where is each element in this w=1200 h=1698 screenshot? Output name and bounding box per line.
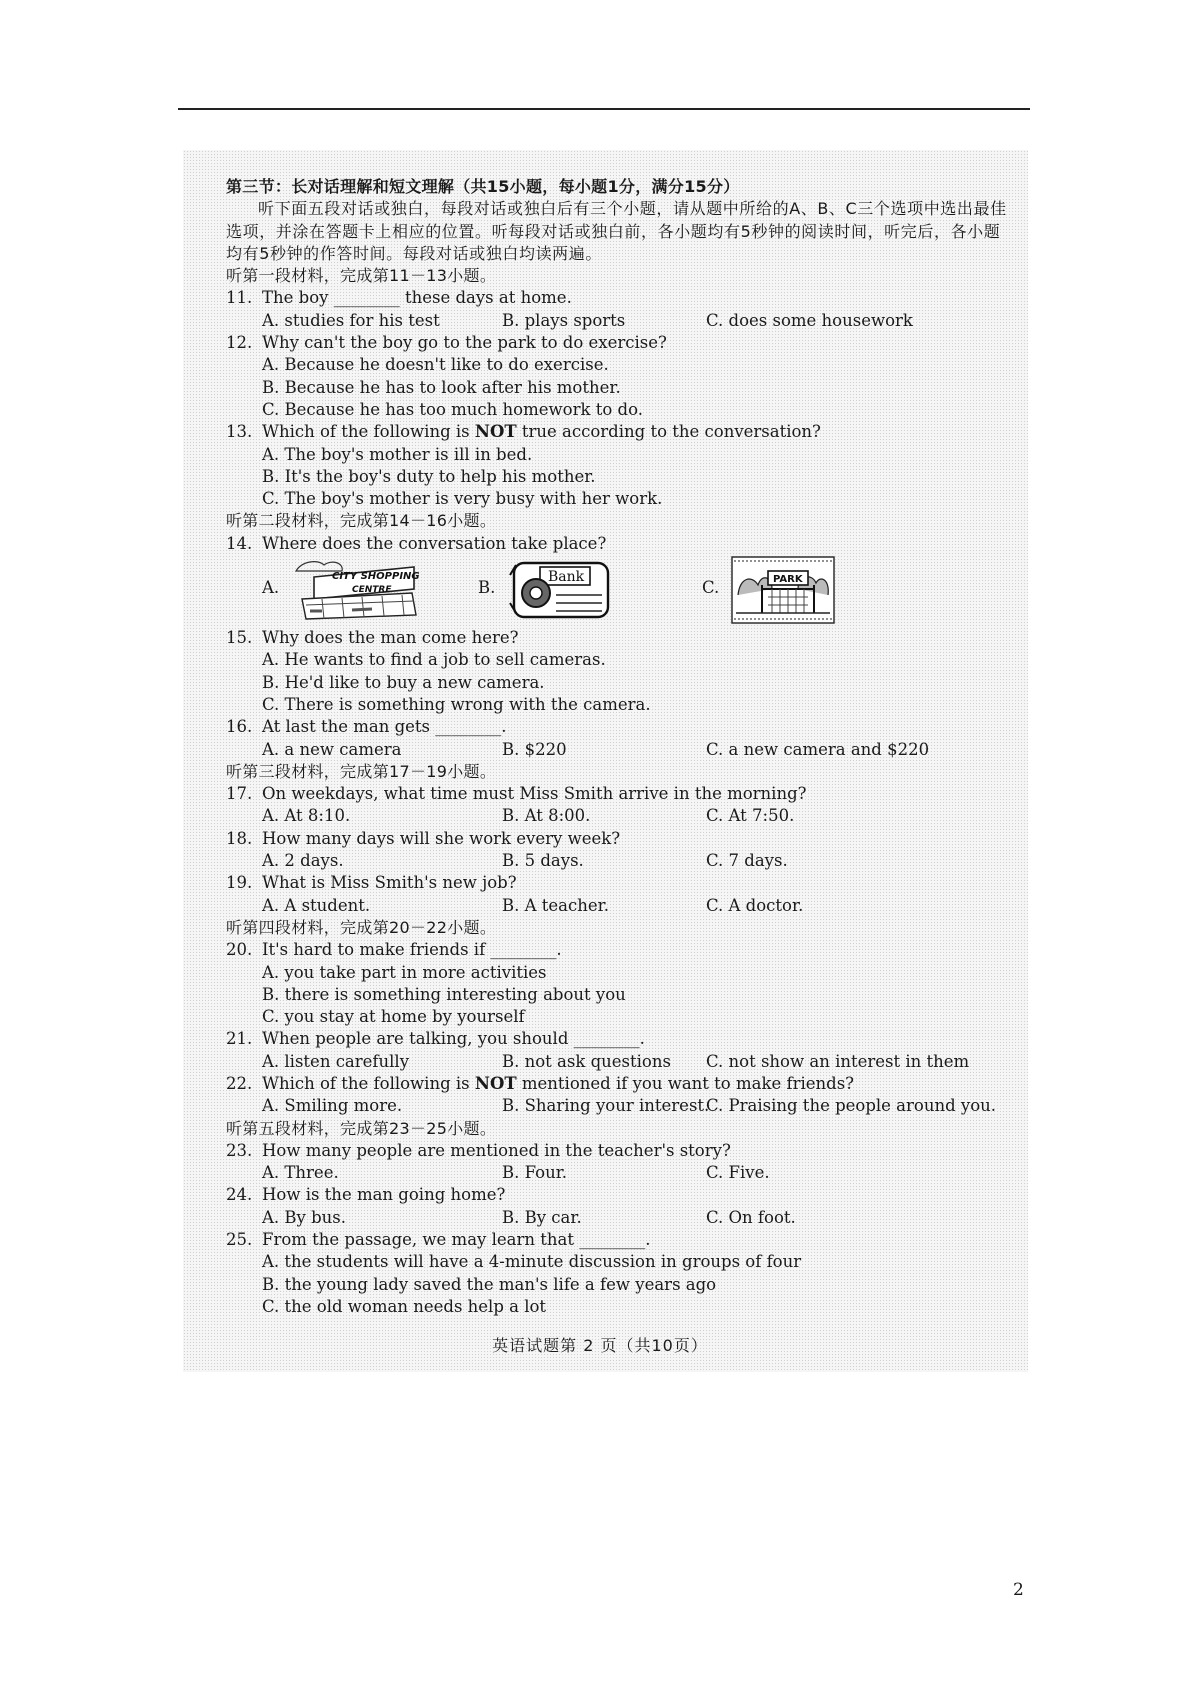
question-number: 23. [226, 1140, 253, 1160]
top-rule [178, 108, 1030, 110]
question-21 [226, 1028, 1016, 1050]
option-a[interactable]: A. Smiling more. [262, 1096, 403, 1116]
option-b[interactable]: B. It's the boy's duty to help his mother. [262, 466, 596, 486]
option-b[interactable]: B. Four. [502, 1163, 568, 1183]
question-17 [226, 783, 1016, 805]
option-c[interactable]: C. A doctor. [706, 895, 804, 915]
option-b[interactable]: B. $220 [502, 739, 567, 759]
section-heading: 第三节：长对话理解和短文理解（共15小题，每小题1分，满分15分） [226, 177, 740, 196]
option-c[interactable]: C. Because he has too much homework to do. [262, 399, 643, 419]
question-number: 18. [226, 828, 253, 848]
option-b[interactable]: B. there is something interesting about you [262, 984, 626, 1004]
options-row [226, 850, 1016, 872]
question-text: Why does the man come here? [262, 628, 519, 648]
options-row [226, 1162, 1016, 1184]
question-text: Why can't the boy go to the park to do exercise? [262, 333, 667, 353]
options-row [226, 805, 1016, 827]
question-15 [226, 627, 1016, 649]
part-intro: 听第五段材料，完成第23－25小题。 [226, 1118, 497, 1138]
question-number: 21. [226, 1029, 253, 1049]
option-c[interactable]: C. At 7:50. [706, 806, 795, 826]
exam-content [226, 176, 1016, 1318]
question-number: 13. [226, 422, 253, 442]
options-row [226, 895, 1016, 917]
question-number: 11. [226, 288, 253, 308]
question-text-emphasis: NOT [474, 1073, 517, 1093]
question-11 [226, 287, 1016, 309]
option-c[interactable]: C. not show an interest in them [706, 1051, 970, 1071]
question-22 [226, 1073, 1016, 1095]
option-c[interactable]: C. Praising the people around you. [706, 1096, 997, 1116]
option-c[interactable]: C. you stay at home by yourself [262, 1007, 525, 1027]
option-c-label[interactable]: C. [702, 578, 720, 598]
question-text: Which of the following is [262, 422, 475, 442]
option-a[interactable]: A. He wants to find a job to sell cameras. [262, 650, 606, 670]
part-intro: 听第一段材料，完成第11－13小题。 [226, 266, 497, 286]
option-b[interactable]: B. At 8:00. [502, 806, 591, 826]
question-12 [226, 332, 1016, 354]
question-25 [226, 1229, 1016, 1251]
option-a[interactable]: A. studies for his test [262, 310, 440, 330]
option-c[interactable]: C. the old woman needs help a lot [262, 1296, 547, 1316]
question-text: At last the man gets ________. [262, 717, 507, 737]
question-number: 15. [226, 628, 253, 648]
question-number: 22. [226, 1073, 253, 1093]
option-b[interactable]: B. A teacher. [502, 895, 609, 915]
option-b-label[interactable]: B. [478, 578, 496, 598]
picture-options-row [226, 555, 1016, 627]
option-c[interactable]: C. does some housework [706, 310, 913, 330]
question-number: 19. [226, 873, 253, 893]
option-c[interactable]: C. a new camera and $220 [706, 739, 930, 759]
option-b[interactable]: B. Because he has to look after his mother. [262, 377, 621, 397]
page-number: 2 [1013, 1580, 1024, 1600]
option-a[interactable]: A. Three. [262, 1163, 339, 1183]
question-number: 25. [226, 1230, 253, 1250]
option-c[interactable]: C. There is something wrong with the camera. [262, 694, 651, 714]
question-text: On weekdays, what time must Miss Smith arrive in the morning? [262, 784, 807, 804]
question-number: 20. [226, 940, 253, 960]
section-instructions: 听下面五段对话或独白，每段对话或独白后有三个小题，请从题中所给的A、B、C三个选项中选出最佳选项，并涂在答题卡上相应的位置。听每段对话或独白前，各小题均有5秒钟的阅读时间，听完后，各小题均有5秒钟的作答时间。每段对话或独白均读两遍。 [226, 199, 1007, 263]
svg-text:Bank: Bank [548, 569, 585, 586]
option-b[interactable]: B. Sharing your interest. [502, 1096, 710, 1116]
question-16 [226, 716, 1016, 738]
question-number: 16. [226, 717, 253, 737]
question-text: How many days will she work every week? [262, 828, 621, 848]
question-text: How many people are mentioned in the teacher's story? [262, 1140, 731, 1160]
part-intro: 听第二段材料，完成第14－16小题。 [226, 511, 497, 531]
option-c[interactable]: C. The boy's mother is very busy with her work. [262, 489, 663, 509]
question-text: What is Miss Smith's new job? [262, 873, 517, 893]
option-a[interactable]: A. listen carefully [262, 1051, 410, 1071]
question-18 [226, 828, 1016, 850]
options-row [226, 1207, 1016, 1229]
part-intro: 听第三段材料，完成第17－19小题。 [226, 761, 497, 781]
question-20 [226, 939, 1016, 961]
options-row [226, 310, 1016, 332]
option-a[interactable]: A. Because he doesn't like to do exercise. [262, 355, 609, 375]
option-c[interactable]: C. 7 days. [706, 851, 788, 871]
option-c[interactable]: C. On foot. [706, 1207, 796, 1227]
option-c[interactable]: C. Five. [706, 1163, 770, 1183]
part-intro: 听第四段材料，完成第20－22小题。 [226, 917, 497, 937]
question-text: true according to the conversation? [516, 422, 821, 442]
question-23 [226, 1140, 1016, 1162]
bank-picture[interactable] [506, 555, 616, 623]
question-text: The boy ________ these days at home. [262, 288, 572, 308]
question-24 [226, 1184, 1016, 1206]
svg-text:CENTRE: CENTRE [352, 585, 392, 596]
option-a[interactable]: A. you take part in more activities [262, 962, 547, 982]
page-footer: 英语试题第 2 页（共10页） [492, 1336, 708, 1355]
question-number: 24. [226, 1185, 253, 1205]
option-a[interactable]: A. A student. [262, 895, 371, 915]
option-b[interactable]: B. plays sports [502, 310, 626, 330]
question-text: It's hard to make friends if ________. [262, 940, 562, 960]
option-a[interactable]: A. 2 days. [262, 851, 344, 871]
question-13 [226, 421, 1016, 443]
options-row [226, 1051, 1016, 1073]
options-row [226, 739, 1016, 761]
option-a[interactable]: A. the students will have a 4-minute discussion in groups of four [262, 1252, 802, 1272]
option-b[interactable]: B. By car. [502, 1207, 582, 1227]
shopping-centre-picture[interactable] [292, 555, 422, 621]
question-number: 12. [226, 333, 253, 353]
options-row [226, 1095, 1016, 1117]
option-b[interactable]: B. 5 days. [502, 851, 584, 871]
option-a[interactable]: A. a new camera [262, 739, 402, 759]
option-a-label[interactable]: A. [262, 578, 280, 598]
question-number: 14. [226, 533, 253, 553]
question-number: 17. [226, 784, 253, 804]
option-b[interactable]: B. the young lady saved the man's life a few years ago [262, 1274, 717, 1294]
park-picture[interactable] [728, 555, 838, 625]
question-text: mentioned if you want to make friends? [516, 1073, 855, 1093]
option-a[interactable]: A. At 8:10. [262, 806, 351, 826]
question-text: Where does the conversation take place? [262, 533, 607, 553]
question-text: When people are talking, you should ________. [262, 1029, 645, 1049]
question-text: From the passage, we may learn that ________. [262, 1230, 651, 1250]
question-14 [226, 533, 1016, 555]
svg-text:CITY SHOPPING: CITY SHOPPING [332, 571, 420, 583]
question-19 [226, 872, 1016, 894]
option-b[interactable]: B. He'd like to buy a new camera. [262, 672, 545, 692]
option-a[interactable]: A. By bus. [262, 1207, 346, 1227]
question-text-emphasis: NOT [474, 422, 517, 442]
question-text: How is the man going home? [262, 1185, 506, 1205]
question-text: Which of the following is [262, 1073, 475, 1093]
svg-text:PARK: PARK [773, 574, 803, 586]
option-b[interactable]: B. not ask questions [502, 1051, 671, 1071]
option-a[interactable]: A. The boy's mother is ill in bed. [262, 444, 533, 464]
